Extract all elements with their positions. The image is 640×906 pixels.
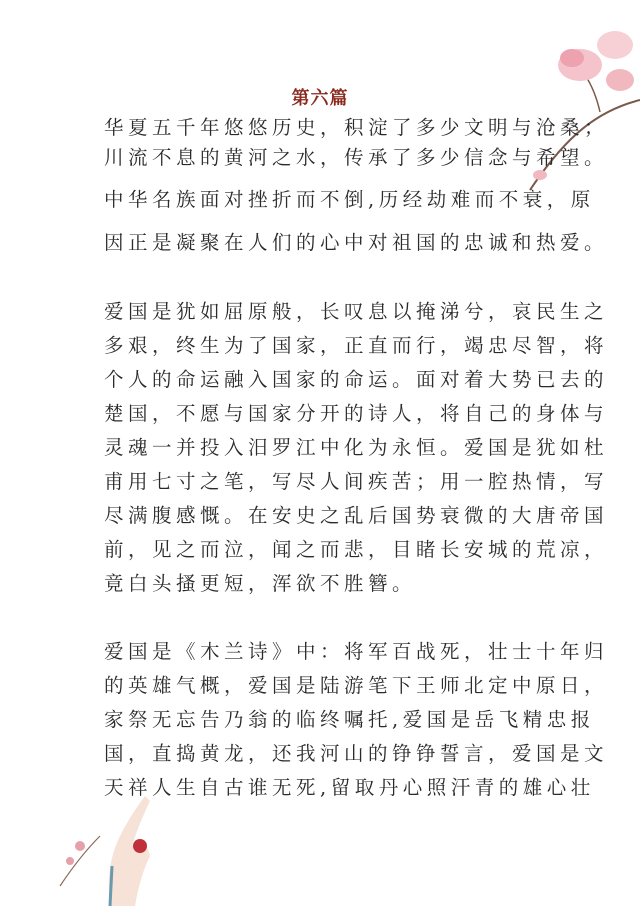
paragraph-2-line: 灵魂一并投入汨罗江中化为永恒。爱国是犹如杜 — [104, 436, 609, 459]
paragraph-1-line: 因正是凝聚在人们的心中对祖国的忠诚和热爱。 — [104, 231, 609, 254]
paragraph-3-line: 的英雄气概，爱国是陆游笔下王师北定中原日， — [104, 674, 609, 697]
paragraph-2-line: 尽满腹感慨。在安史之乱后国势衰微的大唐帝国 — [104, 504, 609, 527]
paragraph-2-line: 楚国，不愿与国家分开的诗人，将自己的身体与 — [104, 402, 609, 425]
paragraph-3-line: 天祥人生自古谁无死,留取丹心照汗青的雄心壮 — [104, 776, 595, 799]
paragraph-3-line: 爱国是《木兰诗》中：将军百战死，壮士十年归 — [104, 640, 609, 663]
paragraph-2-line: 竟白头搔更短，浑欲不胜簪。 — [104, 572, 417, 595]
paragraph-2-line: 爱国是犹如屈原般，长叹息以掩涕兮，哀民生之 — [104, 300, 609, 323]
paragraph-1-line: 川流不息的黄河之水，传承了多少信念与希望。 — [104, 146, 609, 169]
paragraph-2-line: 多艰，终生为了国家，正直而行，竭忠尽智，将 — [104, 334, 609, 357]
paragraph-2-line: 个人的命运融入国家的命运。面对着大势已去的 — [104, 368, 609, 391]
paragraph-2-line: 前，见之而泣，闻之而悲，目睹长安城的荒凉， — [104, 538, 609, 561]
paragraph-1-line: 华夏五千年悠悠历史，积淀了多少文明与沧桑； — [104, 116, 609, 139]
paragraph-1-line: 中华名族面对挫折而不倒,历经劫难而不衰，原 — [104, 188, 595, 211]
paragraph-2-line: 甫用七寸之笔，写尽人间疾苦；用一腔热情，写 — [104, 470, 609, 493]
paragraph-3-line: 家祭无忘告乃翁的临终嘱托,爱国是岳飞精忠报 — [104, 708, 595, 731]
section-title: 第六篇 — [291, 88, 349, 109]
paragraph-3-line: 国，直捣黄龙，还我河山的铮铮誓言，爱国是文 — [104, 742, 609, 765]
